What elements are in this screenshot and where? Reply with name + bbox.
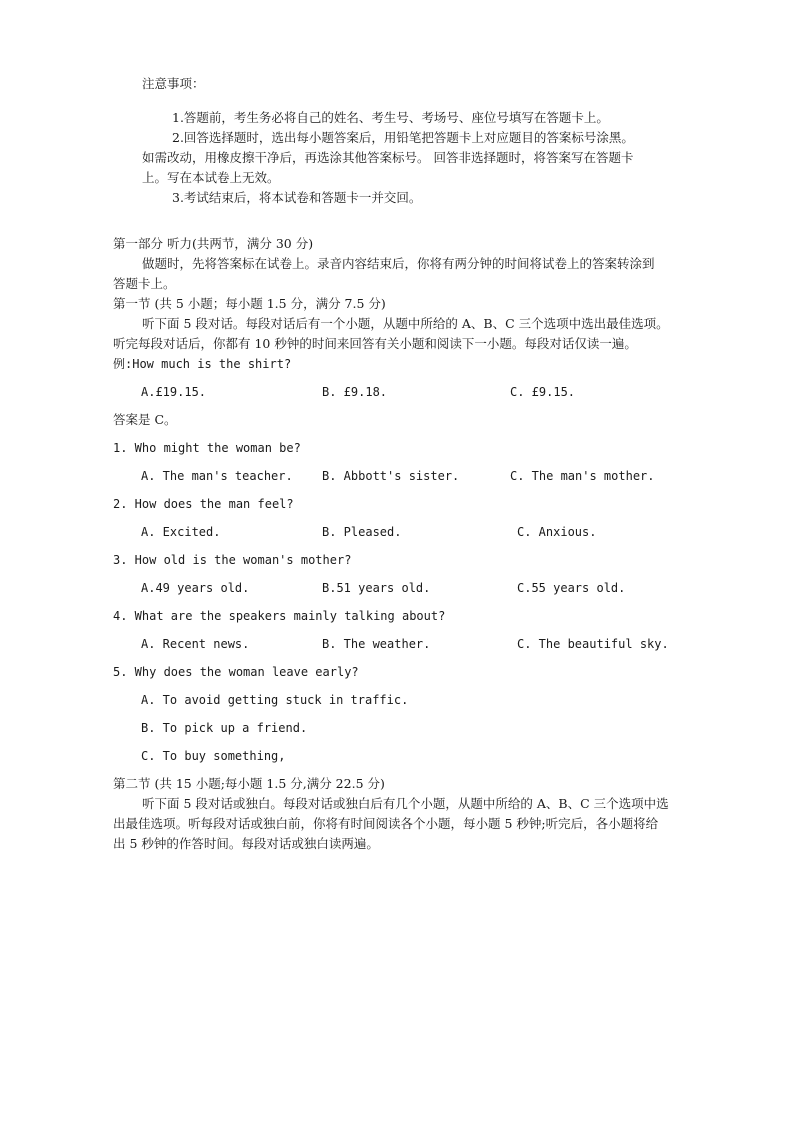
question-3-option-b: B.51 years old. xyxy=(322,581,431,595)
section2-instruction-line-2: 出最佳选项。听每段对话或独白前，你将有时间阅读各个小题，每小题 5 秒钟;听完后，各小题将给 xyxy=(113,816,659,831)
notice-item-2-line-2: 如需改动，用橡皮擦干净后，再选涂其他答案标号。 回答非选择题时，将答案写在答题卡 xyxy=(142,150,634,165)
part1-heading: 第一部分 听力(共两节，满分 30 分) xyxy=(113,236,314,251)
part1-intro-line-2: 答题卡上。 xyxy=(113,276,176,291)
question-1-option-b: B. Abbott's sister. xyxy=(322,469,460,483)
question-5-option-a: A. To avoid getting stuck in traffic. xyxy=(141,693,409,707)
question-2-option-c: C. Anxious. xyxy=(517,525,597,539)
question-1-stem: 1. Who might the woman be? xyxy=(113,441,301,455)
question-2-option-a: A. Excited. xyxy=(141,525,221,539)
question-3-stem: 3. How old is the woman's mother? xyxy=(113,553,352,567)
question-5-stem: 5. Why does the woman leave early? xyxy=(113,665,359,679)
question-4-stem: 4. What are the speakers mainly talking about? xyxy=(113,609,446,623)
question-1-option-c: C. The man's mother. xyxy=(510,469,655,483)
question-3-option-c: C.55 years old. xyxy=(517,581,626,595)
example-answer: 答案是 C。 xyxy=(113,412,177,427)
notice-title: 注意事项： xyxy=(142,76,205,91)
section1-instruction-line-1: 听下面 5 段对话。每段对话后有一个小题，从题中所给的 A、B、C 三个选项中选出最佳选项。 xyxy=(142,316,669,331)
example-question: 例:How much is the shirt? xyxy=(113,357,292,371)
question-2-stem: 2. How does the man feel? xyxy=(113,497,294,511)
notice-item-2-line-3: 上。写在本试卷上无效。 xyxy=(142,170,280,185)
section1-instruction-line-2: 听完每段对话后，你都有 10 秒钟的时间来回答有关小题和阅读下一小题。每段对话仅读一遍。 xyxy=(113,336,637,351)
question-2-option-b: B. Pleased. xyxy=(322,525,402,539)
question-1-option-a: A. The man's teacher. xyxy=(141,469,293,483)
question-5-option-b: B. To pick up a friend. xyxy=(141,721,308,735)
question-3-option-a: A.49 years old. xyxy=(141,581,250,595)
part1-intro-line-1: 做题时，先将答案标在试卷上。录音内容结束后，你将有两分钟的时间将试卷上的答案转涂到 xyxy=(142,256,655,271)
question-4-option-a: A. Recent news. xyxy=(141,637,250,651)
section2-heading: 第二节 (共 15 小题;每小题 1.5 分,满分 22.5 分) xyxy=(113,776,385,791)
section2-instruction-line-1: 听下面 5 段对话或独白。每段对话或独白后有几个小题，从题中所给的 A、B、C 三个选项中选 xyxy=(142,796,669,811)
question-5-option-c: C. To buy something, xyxy=(141,749,286,763)
example-option-c: C. £9.15. xyxy=(510,385,576,399)
notice-item-2-line-1: 2.回答选择题时，选出每小题答案后，用铅笔把答题卡上对应题目的答案标号涂黑。 xyxy=(172,130,634,145)
question-4-option-c: C. The beautiful sky. xyxy=(517,637,669,651)
notice-item-3: 3.考试结束后，将本试卷和答题卡一并交回。 xyxy=(172,190,422,205)
section2-instruction-line-3: 出 5 秒钟的作答时间。每段对话或独白读两遍。 xyxy=(113,836,379,851)
example-option-a: A.£19.15. xyxy=(141,385,207,399)
question-4-option-b: B. The weather. xyxy=(322,637,431,651)
example-option-b: B. £9.18. xyxy=(322,385,388,399)
notice-item-1: 1.答题前，考生务必将自己的姓名、考生号、考场号、座位号填写在答题卡上。 xyxy=(172,110,609,125)
section1-heading: 第一节 (共 5 小题；每小题 1.5 分，满分 7.5 分) xyxy=(113,296,386,311)
